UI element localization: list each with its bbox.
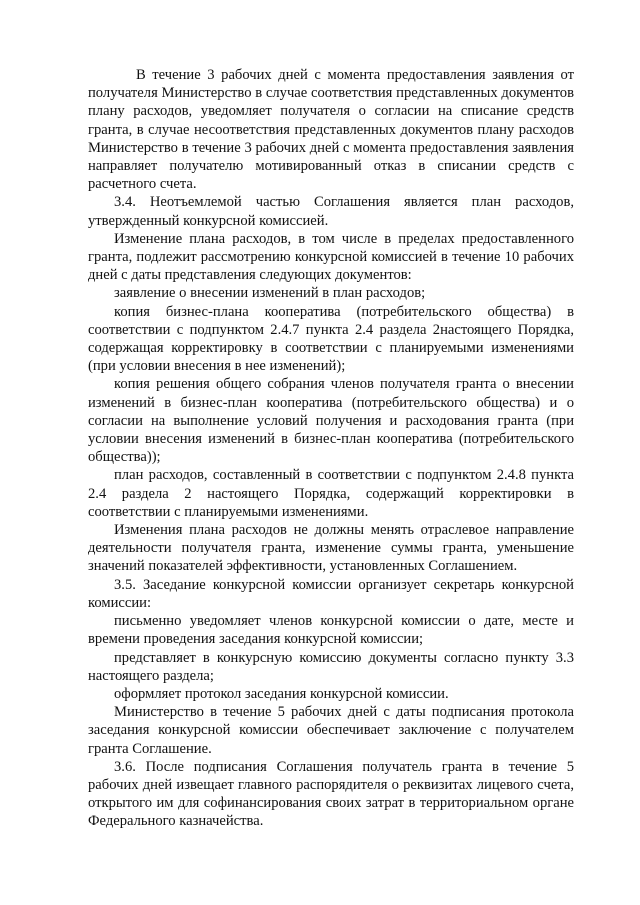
list-item-application: заявление о внесении изменений в план расходов;: [114, 285, 426, 302]
document-page: [88, 66, 574, 831]
list-item-expense-plan: план расходов, составленный в соответствии с подпунктом 2.4.8 пункта 2.4 раздела 2 настоящего Порядка, содержащий корректировки в соответствии с планируемыми изменениями.: [88, 467, 574, 520]
list-item-business-plan-copy: копия бизнес-плана кооператива (потребительского общества) в соответствии с подпунктом 2.4.7 пункта 2.4 раздела 2настоящего Порядка, содержащая корректировку в соответствии с планируемыми изменениями (при условии внесения в нее изменений);: [88, 303, 574, 375]
paragraph-3-4: 3.4. Неотъемлемой частью Соглашения является план расходов, утвержденный конкурсной комиссией.: [88, 194, 574, 229]
paragraph-consent-notice: В течение 3 рабочих дней с момента предоставления заявления от получателя Министерство в случае соответствия представленных документов плану расходов, уведомляет получателя о согласии на списание средств гранта, в случае несоответствия представленных документов плану расходов Министерство в течение 3 рабочих дней с момента предоставления заявления направляет получателю мотивированный отказ в списании средств с расчетного счета.: [88, 67, 574, 193]
paragraph-3-5: 3.5. Заседание конкурсной комиссии организует секретарь конкурсной комиссии:: [88, 576, 574, 611]
paragraph-plan-change: Изменение плана расходов, в том числе в пределах предоставленного гранта, подлежит рассмотрению конкурсной комиссией в течение 10 рабочих дней с даты представления следующих документов:: [88, 230, 574, 284]
list-item-submit-documents: представляет в конкурсную комиссию документы согласно пункту 3.3 настоящего раздела;: [88, 649, 574, 684]
list-item-meeting-decision: копия решения общего собрания членов получателя гранта о внесении изменений в бизнес-план кооператива (потребительского общества) и о согласии на выполнение условий получения и расходования гранта (при условии внесения изменений в бизнес-план кооператива (потребительского общества));: [88, 376, 574, 466]
paragraph-plan-restrictions: Изменения плана расходов не должны менять отраслевое направление деятельности получателя гранта, изменение суммы гранта, уменьшение значений показателей эффективности, установленных Соглашением.: [88, 522, 574, 575]
list-item-notify-members: письменно уведомляет членов конкурсной комиссии о дате, месте и времени проведения заседания конкурсной комиссии;: [88, 613, 574, 648]
paragraph-3-6: 3.6. После подписания Соглашения получатель гранта в течение 5 рабочих дней извещает главного распорядителя о реквизитах лицевого счета, открытого им для софинансирования своих затрат в территориальном органе Федерального казначейства.: [88, 758, 574, 830]
list-item-protocol: оформляет протокол заседания конкурсной комиссии.: [114, 685, 449, 702]
paragraph-ministry-agreement: Министерство в течение 5 рабочих дней с даты подписания протокола заседания конкурсной комиссии обеспечивает заключение с получателем гранта Соглашение.: [88, 704, 574, 757]
